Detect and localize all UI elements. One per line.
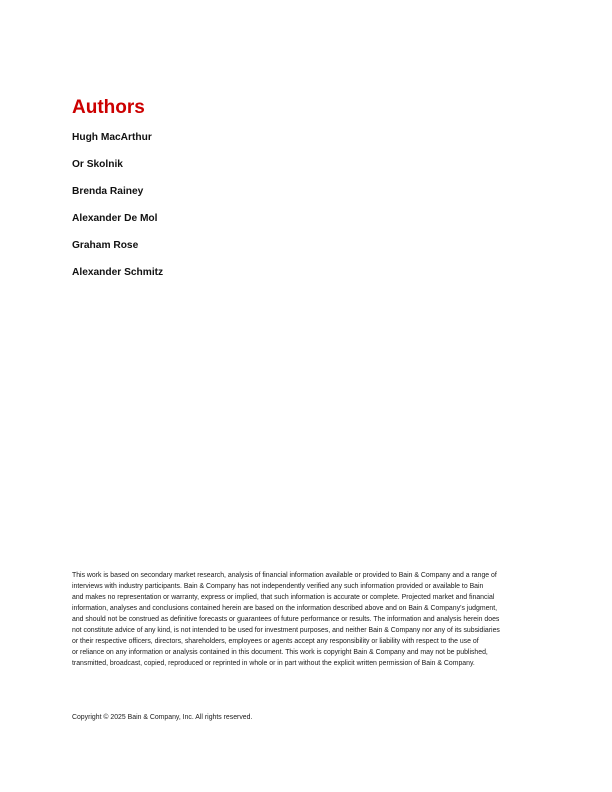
disclaimer-line: information, analyses and conclusions contained herein are based on the information described above and on Bain & Company’s judgment, — [72, 605, 498, 613]
disclaimer-line: interviews with industry participants. Bain & Company has not independently verified any such information provided or available to Bain — [72, 583, 484, 591]
disclaimer-line: or their respective officers, directors, shareholders, employees or agents accept any responsibility or liability with respect to the use of — [72, 638, 479, 646]
disclaimer-line: and makes no representation or warranty, express or implied, that such information is accurate or complete. Projected market and financial — [72, 594, 495, 602]
disclaimer-line: or reliance on any information or analysis contained in this document. This work is copyright Bain & Company and may not be published, — [72, 649, 488, 657]
disclaimer-text — [72, 570, 542, 669]
author-name: Brenda Rainey — [72, 186, 144, 197]
authors-heading: Authors — [72, 97, 145, 118]
disclaimer-line: This work is based on secondary market research, analysis of financial information available or provided to Bain & Company and a range of — [72, 572, 497, 579]
disclaimer-line: transmitted, broadcast, copied, reproduced or reprinted in whole or in part without the explicit written permission of Bain & Company. — [72, 660, 475, 668]
author-name: Graham Rose — [72, 240, 139, 251]
author-name: Hugh MacArthur — [72, 132, 152, 143]
author-name: Alexander Schmitz — [72, 267, 164, 278]
author-name: Alexander De Mol — [72, 213, 158, 224]
author-name: Or Skolnik — [72, 159, 123, 170]
disclaimer-line: not constitute advice of any kind, is not intended to be used for investment purposes, and neither Bain & Company nor any of its subsidiaries — [72, 627, 500, 635]
copyright-notice: Copyright © 2025 Bain & Company, Inc. All rights reserved. — [72, 714, 253, 721]
author-list — [72, 130, 163, 292]
disclaimer-line: and should not be construed as definitive forecasts or guarantees of future performance or results. The information and analysis herein does — [72, 616, 500, 624]
